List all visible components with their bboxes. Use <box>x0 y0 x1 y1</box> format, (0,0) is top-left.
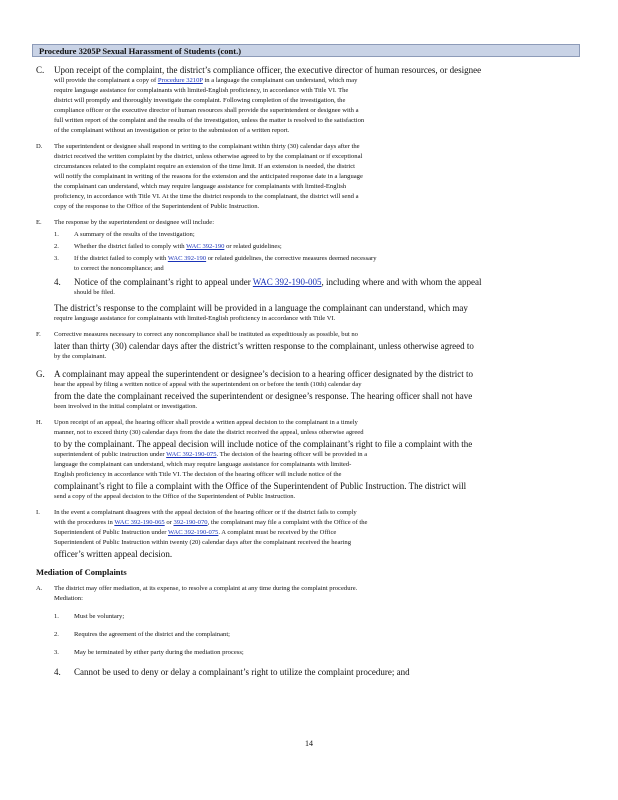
text-line <box>36 666 588 678</box>
line-text <box>74 264 588 274</box>
page-number: 14 <box>305 739 313 748</box>
line-text <box>54 182 588 192</box>
text-line <box>36 218 588 228</box>
item-label: 4. <box>54 667 61 677</box>
section-block <box>36 330 588 362</box>
line-text <box>54 518 588 528</box>
mediation-heading: Mediation of Complaints <box>36 567 127 577</box>
text-line <box>36 314 588 324</box>
text-run: in a language the complainant can understand, which may <box>202 77 358 84</box>
text-line <box>36 86 588 96</box>
line-text <box>54 116 588 126</box>
text-run: compliance officer or the executive director of human resources shall provide the superintendent or designee with a <box>54 107 359 114</box>
line-text <box>74 288 588 298</box>
line-text <box>54 202 588 212</box>
text-line <box>36 192 588 202</box>
line-text <box>54 460 588 470</box>
text-run: superintendent of public instruction under <box>54 451 167 458</box>
text-run: . The decision of the hearing officer will be provided in a <box>216 451 368 458</box>
text-line <box>36 368 588 380</box>
line-text <box>54 480 588 492</box>
text-run: to by the complainant. The appeal decision will include notice of the complainant’s right to file a complaint with the <box>54 439 473 449</box>
text-line <box>36 330 588 340</box>
procedure-header: Procedure 3205P Sexual Harassment of Students (cont.) <box>32 44 580 57</box>
text-run: should be filed. <box>74 289 115 296</box>
text-run: hear the appeal by filing a written notice of appeal with the superintendent on or before the tenth (10th) calendar day <box>54 381 362 388</box>
item-label: 4. <box>54 277 61 287</box>
line-text <box>54 528 588 538</box>
line-text <box>54 192 588 202</box>
list-item <box>36 230 588 240</box>
line-text <box>54 352 588 362</box>
item-label: 2. <box>54 243 59 250</box>
text-run: . A complaint must be received by the Office <box>218 529 337 536</box>
text-line <box>36 548 588 560</box>
item-label: F. <box>36 331 41 338</box>
text-run: The superintendent or designee shall respond in writing to the complainant within thirty (30) calendar days after the <box>54 143 360 150</box>
text-line <box>36 390 588 402</box>
text-line <box>36 76 588 86</box>
item-label: G. <box>36 369 45 379</box>
line-text <box>54 162 588 172</box>
text-line <box>36 380 588 390</box>
text-run: complainant’s right to file a complaint with the Office of the Superintendent of Public Instruction. The district will <box>54 481 467 491</box>
text-run: , including where and with whom the appeal <box>321 277 482 287</box>
line-text <box>74 276 588 288</box>
text-run: circumstances related to the complaint require an extension of the time limit. If an extension is needed, the district <box>54 163 356 170</box>
line-text <box>54 548 588 560</box>
line-text <box>54 142 588 152</box>
text-run: district will promptly and thoroughly investigate the complaint. Following completion of the investigation, the <box>54 97 346 104</box>
text-run: , the complainant may file a complaint with the Office of the <box>207 519 368 526</box>
wac-link[interactable]: WAC 392-190-075 <box>167 529 219 536</box>
item-label: 3. <box>54 649 59 656</box>
wac-link[interactable]: WAC 392-190 <box>167 255 207 262</box>
text-line <box>36 182 588 192</box>
text-line <box>36 152 588 162</box>
text-run: Upon receipt of the complaint, the district’s compliance officer, the executive director of human resources, or designee <box>54 65 482 75</box>
line-text <box>54 470 588 480</box>
line-text <box>54 584 588 594</box>
wac-link[interactable]: WAC 392-190-075 <box>166 451 217 458</box>
text-line <box>36 202 588 212</box>
wac-link[interactable]: WAC 392-190-065 <box>114 519 165 526</box>
text-line <box>36 594 588 604</box>
text-run: Mediation: <box>54 595 83 602</box>
text-line <box>36 418 588 428</box>
text-run: to correct the noncompliance; and <box>74 265 164 272</box>
text-line <box>36 254 588 264</box>
text-run: or related guidelines, the corrective measures deemed necessary <box>206 255 377 262</box>
text-line <box>36 302 588 314</box>
line-text <box>74 242 588 252</box>
item-label: D. <box>36 143 43 150</box>
line-text <box>54 402 588 412</box>
line-text <box>54 492 588 502</box>
line-text <box>54 64 588 76</box>
text-run: or <box>164 519 174 526</box>
item-label: E. <box>36 219 42 226</box>
text-line <box>36 584 588 594</box>
text-run: Superintendent of Public Instruction within twenty (20) calendar days after the complainant received the hearing <box>54 539 351 546</box>
item-label: A. <box>36 585 43 592</box>
item-label: 1. <box>54 231 59 238</box>
line-text <box>54 438 588 450</box>
text-line <box>36 538 588 548</box>
line-text <box>54 96 588 106</box>
wac-link[interactable]: 392-190-070 <box>173 519 208 526</box>
section-block <box>36 302 588 324</box>
line-text <box>74 254 588 264</box>
text-run: manner, not to exceed thirty (30) calendar days from the date the district received the appeal, unless otherwise agreed <box>54 429 364 436</box>
line-text <box>54 418 588 428</box>
text-line <box>36 518 588 528</box>
line-text <box>54 314 588 324</box>
line-text <box>74 648 588 658</box>
text-run: In the event a complainant disagrees with the appeal decision of the hearing officer or if the district fails to comply <box>54 509 357 516</box>
line-text <box>54 330 588 340</box>
text-run: been involved in the initial complaint or investigation. <box>54 403 198 410</box>
text-run: send a copy of the appeal decision to the Office of the Superintendent of Public Instruction. <box>54 493 296 500</box>
line-text <box>54 450 588 460</box>
text-line <box>36 428 588 438</box>
line-text <box>54 86 588 96</box>
wac-link[interactable]: Procedure 3210P <box>157 77 203 84</box>
line-text <box>54 538 588 548</box>
text-run: The district’s response to the complaint will be provided in a language the complainant can understand, which may <box>54 303 468 313</box>
item-label: 1. <box>54 613 59 620</box>
text-line <box>36 470 588 480</box>
text-run: The response by the superintendent or designee will include: <box>54 219 215 226</box>
text-line <box>36 172 588 182</box>
section-block <box>36 64 588 136</box>
text-line <box>36 630 588 640</box>
text-line <box>36 264 588 274</box>
text-run: May be terminated by either party during the mediation process; <box>74 649 244 656</box>
text-run: copy of the response to the Office of the Superintendent of Public Instruction. <box>54 203 260 210</box>
text-line <box>36 460 588 470</box>
line-text <box>54 76 588 86</box>
section-block <box>36 584 588 604</box>
section-block <box>36 418 588 502</box>
text-line <box>36 162 588 172</box>
text-run: Corrective measures necessary to correct any noncompliance shall be instituted as expeditiously as possible, but no <box>54 331 358 338</box>
text-run: A summary of the results of the investigation; <box>74 231 195 238</box>
line-text <box>54 106 588 116</box>
text-line <box>36 288 588 298</box>
line-text <box>54 302 588 314</box>
text-line <box>36 450 588 460</box>
line-text <box>54 594 588 604</box>
text-line <box>36 340 588 352</box>
line-text <box>54 368 588 380</box>
list-item <box>36 276 588 298</box>
text-line <box>36 528 588 538</box>
text-run: Whether the district failed to comply with <box>74 243 187 250</box>
list-item <box>36 254 588 274</box>
text-run: Upon receipt of an appeal, the hearing officer shall provide a written appeal decision to the complainant in a timely <box>54 419 358 426</box>
list-item <box>36 612 588 622</box>
text-run: will provide the complainant a copy of <box>54 77 158 84</box>
line-text <box>54 152 588 162</box>
text-run: Must be voluntary; <box>74 613 125 620</box>
text-line <box>36 480 588 492</box>
line-text <box>74 666 588 678</box>
section-block <box>36 508 588 560</box>
item-label: C. <box>36 65 45 75</box>
text-line <box>36 612 588 622</box>
text-line <box>36 96 588 106</box>
text-run: full written report of the complaint and the results of the investigation, unless the matter is resolved to the satisfaction <box>54 117 365 124</box>
text-run: Cannot be used to deny or delay a complainant’s right to utilize the complaint procedure; and <box>74 667 410 677</box>
text-run: the complainant can understand, which may require language assistance for complainants with limited-English <box>54 183 347 190</box>
text-line <box>36 106 588 116</box>
item-label: 2. <box>54 631 59 638</box>
text-line <box>36 508 588 518</box>
text-run: language the complainant can understand, which may require language assistance for complainants with limited- <box>54 461 352 468</box>
text-run: A complainant may appeal the superintendent or designee’s decision to a hearing officer designated by the district to <box>54 369 473 379</box>
text-run: from the date the complainant received the superintendent or designee’s response. The hearing officer shall not have <box>54 391 473 401</box>
text-run: officer’s written appeal decision. <box>54 549 173 559</box>
line-text <box>54 126 588 136</box>
text-run: proficiency, in accordance with Title VI. At the time the district responds to the complainant, the district will send a <box>54 193 359 200</box>
text-line <box>36 648 588 658</box>
text-run: by the complainant. <box>54 353 107 360</box>
text-run: Requires the agreement of the district and the complainant; <box>74 631 230 638</box>
text-line <box>36 492 588 502</box>
text-run: If the district failed to comply with <box>74 255 168 262</box>
text-line <box>36 242 588 252</box>
text-run: require language assistance for complainants with limited-English proficiency, in accordance with Title VI. The <box>54 87 349 94</box>
text-run: English proficiency in accordance with Title VI. The decision of the hearing officer will include notice of the <box>54 471 342 478</box>
text-run: later than thirty (30) calendar days after the district’s written response to the complainant, unless otherwise agreed to <box>54 341 474 351</box>
text-line <box>36 438 588 450</box>
text-run: Superintendent of Public Instruction under <box>54 529 168 536</box>
text-line <box>36 116 588 126</box>
text-line <box>36 64 588 76</box>
text-run: require language assistance for complainants with limited-English proficiency in accordance with Title VI. <box>54 315 336 322</box>
text-line <box>36 276 588 288</box>
section-block <box>36 368 588 412</box>
list-item <box>36 630 588 640</box>
text-run: district received the written complaint by the district, unless otherwise agreed to by the complainant or if exceptional <box>54 153 363 160</box>
item-label: 3. <box>54 255 59 262</box>
line-text <box>54 428 588 438</box>
line-text <box>54 380 588 390</box>
line-text <box>54 218 588 228</box>
line-text <box>74 230 588 240</box>
line-text <box>74 612 588 622</box>
line-text <box>74 630 588 640</box>
text-run: will notify the complainant in writing of the reasons for the extension and the anticipated response date in a language <box>54 173 363 180</box>
text-run: of the complainant without an investigation or prior to the submission of a written report. <box>54 127 290 134</box>
text-line <box>36 142 588 152</box>
text-line <box>36 230 588 240</box>
list-item <box>36 648 588 658</box>
section-block <box>36 142 588 212</box>
line-text <box>54 390 588 402</box>
text-run: with the procedures in <box>54 519 115 526</box>
list-item <box>36 242 588 252</box>
text-line <box>36 352 588 362</box>
line-text <box>54 172 588 182</box>
wac-link[interactable]: WAC 392-190-005 <box>252 277 322 287</box>
text-run: Notice of the complainant’s right to appeal under <box>74 277 253 287</box>
section-block <box>36 218 588 228</box>
text-line <box>36 402 588 412</box>
line-text <box>54 340 588 352</box>
text-run: The district may offer mediation, at its expense, to resolve a complaint at any time during the complaint procedure. <box>54 585 358 592</box>
text-run: or related guidelines; <box>224 243 282 250</box>
item-label: H. <box>36 419 43 426</box>
wac-link[interactable]: WAC 392-190 <box>186 243 225 250</box>
line-text <box>54 508 588 518</box>
list-item <box>36 666 588 678</box>
text-line <box>36 126 588 136</box>
item-label: I. <box>36 509 40 516</box>
